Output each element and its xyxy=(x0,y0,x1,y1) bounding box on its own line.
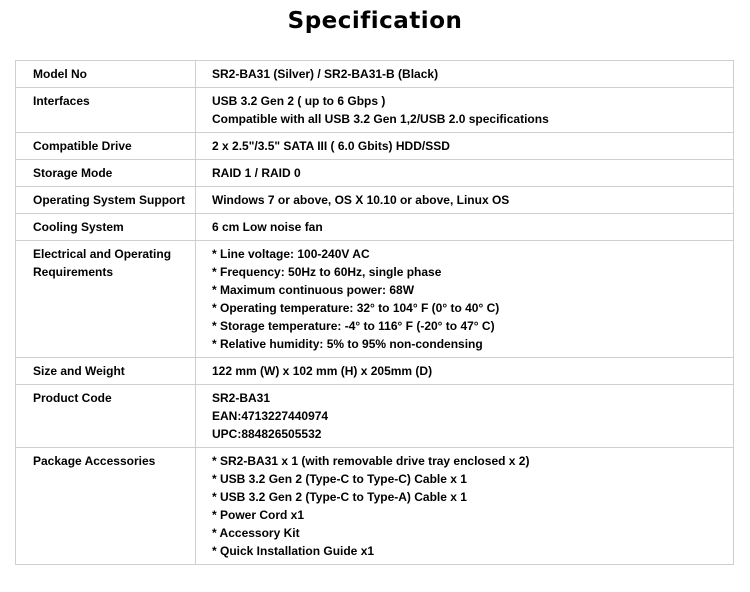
spec-value-line: * Line voltage: 100-240V AC xyxy=(212,247,370,261)
spec-row-electrical-requirements xyxy=(16,241,734,358)
spec-row-compatible-drive xyxy=(16,133,734,160)
spec-value xyxy=(196,88,734,133)
spec-value xyxy=(196,214,734,241)
spec-value xyxy=(196,187,734,214)
spec-value xyxy=(196,385,734,448)
spec-label: Interfaces xyxy=(16,88,196,133)
spec-row-product-code xyxy=(16,385,734,448)
spec-value-line: Compatible with all USB 3.2 Gen 1,2/USB 2.0 specifications xyxy=(212,112,549,126)
spec-value-line: * Operating temperature: 32° to 104° F (0° to 40° C) xyxy=(212,301,500,315)
spec-value-line: * Storage temperature: -4° to 116° F (-20° to 47° C) xyxy=(212,319,495,333)
spec-row-model-no xyxy=(16,61,734,88)
spec-label: Model No xyxy=(16,61,196,88)
spec-value-line: 122 mm (W) x 102 mm (H) x 205mm (D) xyxy=(212,364,433,378)
spec-value-line: * USB 3.2 Gen 2 (Type-C to Type-A) Cable x 1 xyxy=(212,490,467,504)
spec-value xyxy=(196,448,734,565)
spec-value-line: * USB 3.2 Gen 2 (Type-C to Type-C) Cable x 1 xyxy=(212,472,467,486)
spec-label: Product Code xyxy=(16,385,196,448)
spec-row-interfaces xyxy=(16,88,734,133)
spec-value-line: SR2-BA31 xyxy=(212,391,271,405)
spec-value-line: 6 cm Low noise fan xyxy=(212,220,323,234)
spec-row-size-and-weight xyxy=(16,358,734,385)
spec-value-line: * Relative humidity: 5% to 95% non-condensing xyxy=(212,337,483,351)
spec-label: Storage Mode xyxy=(16,160,196,187)
spec-value xyxy=(196,358,734,385)
spec-value xyxy=(196,61,734,88)
spec-value xyxy=(196,241,734,358)
spec-row-package-accessories xyxy=(16,448,734,565)
spec-value xyxy=(196,133,734,160)
spec-value-line: RAID 1 / RAID 0 xyxy=(212,166,301,180)
spec-row-cooling-system xyxy=(16,214,734,241)
spec-value-line: * Maximum continuous power: 68W xyxy=(212,283,415,297)
spec-row-storage-mode xyxy=(16,160,734,187)
spec-value-line: * Accessory Kit xyxy=(212,526,300,540)
spec-label: Cooling System xyxy=(16,214,196,241)
spec-value-line: * Power Cord x1 xyxy=(212,508,305,522)
spec-label: Package Accessories xyxy=(16,448,196,565)
specification-table xyxy=(15,60,734,565)
spec-value-line: EAN:4713227440974 xyxy=(212,409,329,423)
spec-value-line: 2 x 2.5"/3.5" SATA III ( 6.0 Gbits) HDD/SSD xyxy=(212,139,450,153)
page-title: Specification xyxy=(287,8,463,34)
spec-value-line: * Quick Installation Guide x1 xyxy=(212,544,375,558)
spec-value-line: USB 3.2 Gen 2 ( up to 6 Gbps ) xyxy=(212,94,386,108)
spec-label: Operating System Support xyxy=(16,187,196,214)
spec-label: Electrical and Operating Requirements xyxy=(16,241,196,358)
spec-value-line: SR2-BA31 (Silver) / SR2-BA31-B (Black) xyxy=(212,67,439,81)
spec-value-line: UPC:884826505532 xyxy=(212,427,322,441)
spec-label: Compatible Drive xyxy=(16,133,196,160)
spec-value-line: Windows 7 or above, OS X 10.10 or above, Linux OS xyxy=(212,193,510,207)
spec-row-os-support xyxy=(16,187,734,214)
spec-value-line: * SR2-BA31 x 1 (with removable drive tray enclosed x 2) xyxy=(212,454,530,468)
spec-value xyxy=(196,160,734,187)
spec-value-line: * Frequency: 50Hz to 60Hz, single phase xyxy=(212,265,442,279)
spec-label: Size and Weight xyxy=(16,358,196,385)
